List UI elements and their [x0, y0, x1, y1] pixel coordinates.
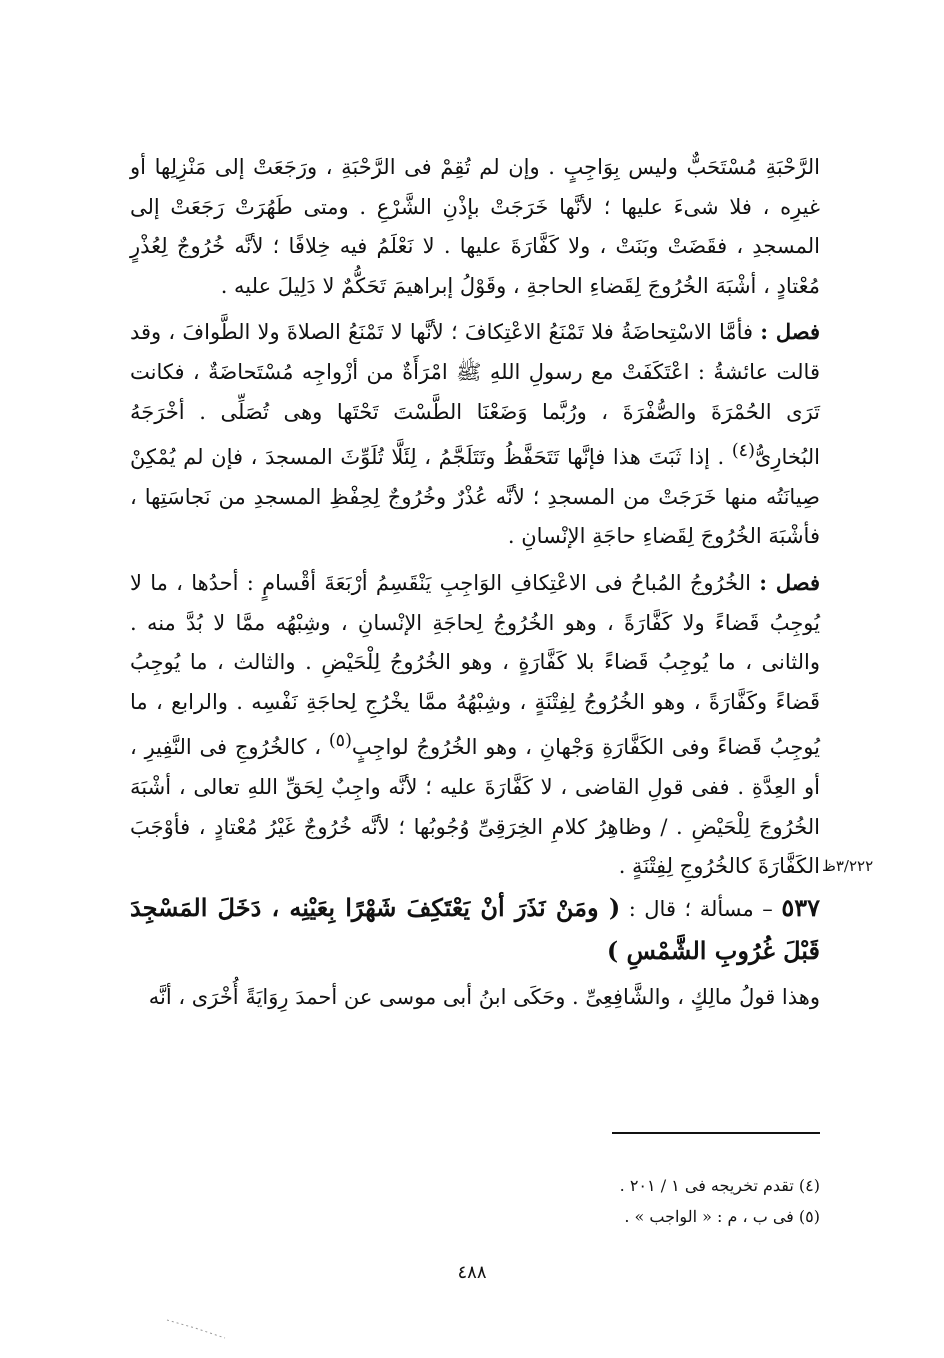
paragraph-3 [130, 563, 820, 887]
footnote-ref-5[interactable]: (٥) [328, 731, 352, 752]
section-label: فصل : [760, 319, 821, 345]
scan-artifact-mark [165, 1316, 235, 1342]
paragraph-3-text-end: ، كالخُرُوجِ فى النَّفِيرِ ، أو العِدَّةِ . ففى قولِ القاضى ، لا كَفَّارَةَ عليه ؛ لأنَّه واجِبٌ لِحَقِّ اللهِ تعالى ، أشْبَهَ الخُرُوجَ لِلْحَيْضِ . / وظاهِرُ كلامِ الخِرَقِىِّ وُجُوبُها ؛ لأنَّه خُرُوجٌ غَيْرُ مُعْتادٍ ، فأوْجَبَ الكَفَّارَةَ كالخُرُوجِ لِفِتْنَةٍ . [130, 735, 820, 879]
main-text [130, 148, 820, 1017]
paragraph-2-text: فأمَّا الاسْتِحاضَةُ فلا تَمْنَعُ الاعْتِكافَ ؛ لأنَّها لا تَمْنَعُ الصلاةَ ولا الطَّوافَ ، وقد قالت عائشةُ : اعْتَكَفَتْ مع رسولِ اللهِ ﷺ امْرَأَةٌ من أزْواجِه مُسْتَحاضَةٌ ، فكانت تَرَى الحُمْرَةَ والصُّفْرَةَ ، ورُبَّما وَضَعْنَا الطَّسْتَ تَحْتَها وهى تُصَلِّى . أخْرَجَهُ البُخارِىُّ [130, 320, 820, 470]
footnote-5: (٥) فى ب ، م : « الواجب » . [624, 1207, 820, 1226]
issue-intro: – مسألة ؛ قال : [620, 896, 782, 921]
footnote-ref-4[interactable]: (٤) [731, 441, 755, 462]
paragraph-2-text-end: . إذا ثَبَتَ هذا فإنَّها تَتَحَفَّظُ وتَتَلَجَّمُ ، لِئَلَّا تُلَوِّثَ المسجدَ ، فإن لم يُمْكِنْ صِيانَتُه منها خَرَجَتْ من المسجدِ ؛ لأنَّه عُذْرٌ وخُرُوجٌ لِحِفْظِ المسجدِ من نَجاسَتِها ، فأشْبَهَ الخُرُوجَ لِقَضاءِ حاجَةِ الإنْسانِ . [130, 445, 820, 549]
footnote-4: (٤) تقدم تخريجه فى ١ / ٢٠١ . [619, 1176, 820, 1195]
footnote-divider [612, 1132, 820, 1134]
paragraph-2 [130, 312, 820, 557]
paragraph-4-text: وهذا قولُ مالِكٍ ، والشَّافِعِىِّ . وحَكَى ابنُ أبى موسى عن أحمدَ رِوَايَةً أُخْرَى ، أنَّه [148, 984, 820, 1009]
paragraph-4 [130, 978, 820, 1018]
paragraph-1 [130, 148, 820, 306]
issue-number: ٥٣٧ [781, 892, 820, 922]
margin-manuscript-ref: ٣/٢٢٢ظ [822, 857, 874, 875]
issue-quote: ( ومَنْ نَذَرَ أنْ يَعْتَكِفَ شَهْرًا بِعَيْنِه ، دَخَلَ المَسْجِدَ قَبْلَ غُرُوبِ الشَّمْسِ ) [130, 892, 820, 965]
issue-heading [130, 887, 820, 972]
section-label: فصل : [759, 569, 820, 595]
page-number: ٤٨٨ [457, 1262, 487, 1283]
paragraph-1-text: الرَّحْبَةِ مُسْتَحَبٌّ وليس بِوَاجِبٍ . وإن لم تُقِمْ فى الرَّحْبَةِ ، ورَجَعَتْ إلى مَنْزِلِها أو غيرِه ، فلا شىءَ عليها ؛ لأنَّها خَرَجَتْ بإذْنِ الشَّرْعِ . ومتى طَهُرَتْ رَجَعَتْ إلى المسجدِ ، فقَضَتْ وبَنَتْ ، ولا كَفَّارَةَ عليها . لا نَعْلَمُ فيه خِلافًا ؛ لأنَّه خُرُوجٌ لِعُذْرٍ مُعْتادٍ ، أشْبَهَ الخُرُوجَ لِقَضاءِ الحاجةِ ، وقَوْلُ إبراهيمَ تَحَكُّمٌ لا دَلِيلَ عليه . [130, 155, 820, 298]
paragraph-3-text: الخُرُوجُ المُباحُ فى الاعْتِكافِ الوَاجِبِ يَنْقَسِمُ أرْبَعَةَ أقْسامٍ : أحدُها ، ما لا يُوجِبُ قَضاءً ولا كَفَّارَةً ، وهو الخُرُوجُ لِحاجَةِ الإنْسانِ ، وشِبْهُه ممَّا لا بُدَّ منه . والثانى ، ما يُوجِبُ قَضاءً بلا كَفَّارَةٍ ، وهو الخُرُوجُ لِلْحَيْضِ . والثالث ، ما يُوجِبُ قَضاءً وكَفَّارَةً ، وهو الخُرُوجُ لِفِتْنَةٍ ، وشِبْهُهُ ممَّا يخْرُجِ لِحاجَةِ نَفْسِه . والرابع ، ما يُوجِبُ قَضاءً وفى الكَفَّارَةِ وَجْهانِ ، وهو الخُرُوجُ لواجِبٍ [130, 570, 820, 760]
footnotes [430, 1170, 820, 1232]
